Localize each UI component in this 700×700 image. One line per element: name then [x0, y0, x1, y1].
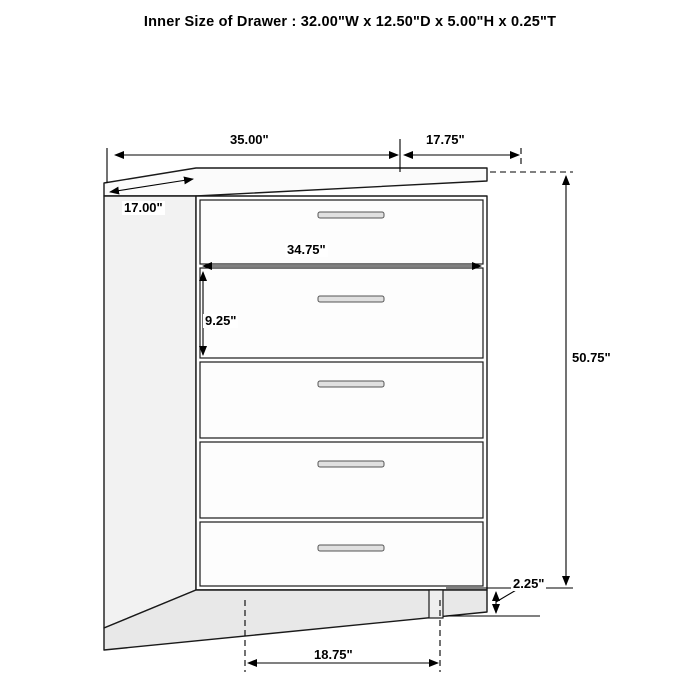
dim-label-top-front-width: 35.00"	[230, 132, 269, 147]
chest-legs	[429, 590, 443, 618]
dim-label-overall-height: 50.75"	[572, 350, 611, 365]
dim-label-top-side-depth: 17.75"	[426, 132, 465, 147]
chest-top-surface	[104, 168, 487, 196]
chest-left-side	[104, 196, 196, 628]
drawer-3	[200, 362, 483, 438]
drawer-5	[200, 522, 483, 586]
handle-1	[318, 212, 384, 218]
page-title: Inner Size of Drawer : 32.00"W x 12.50"D x 5.00"H x 0.25"T	[143, 14, 557, 30]
dim-label-drawer-front-width: 34.75"	[287, 242, 326, 257]
leg-right	[429, 590, 443, 618]
dim-label-base-width: 18.75"	[314, 647, 353, 662]
dim-label-leg-height: 2.25"	[513, 576, 545, 591]
handle-3	[318, 381, 384, 387]
dim-label-side-depth: 17.00"	[124, 200, 163, 215]
handle-4	[318, 461, 384, 467]
dim-label-drawer-height: 9.25"	[205, 313, 237, 328]
drawer-fronts	[200, 200, 483, 586]
handle-2	[318, 296, 384, 302]
drawer-2	[200, 268, 483, 358]
handle-5	[318, 545, 384, 551]
drawer-4	[200, 442, 483, 518]
drawer-1	[200, 200, 483, 264]
